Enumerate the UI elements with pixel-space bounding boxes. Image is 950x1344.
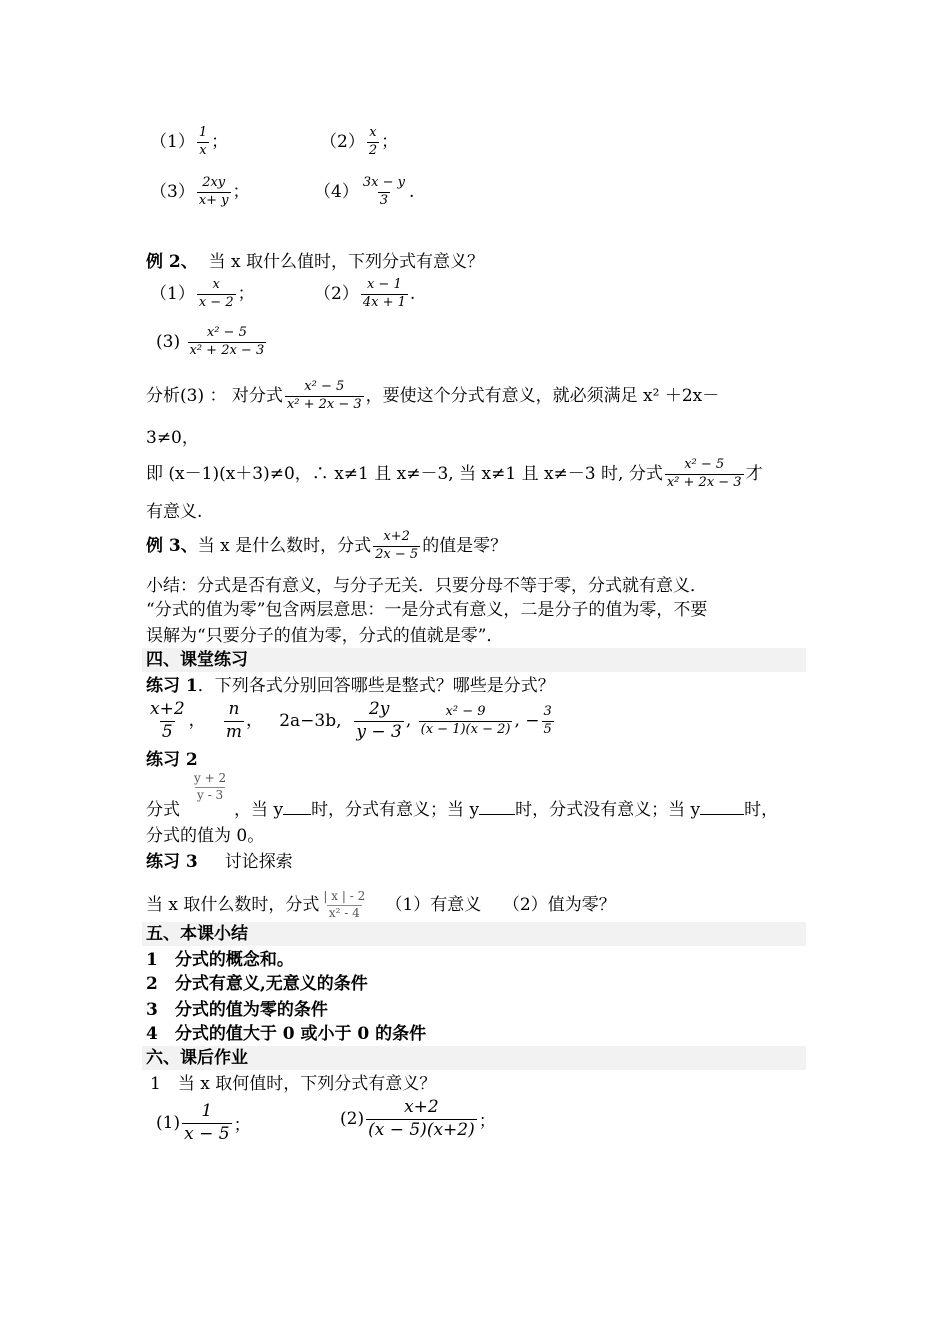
fraction: $\frac{3x - y}{3}$ bbox=[362, 175, 405, 208]
example-2-heading: 例 2、 当 x 取什么值时，下列分式有意义？ bbox=[146, 252, 484, 272]
fraction: $\frac{\text{x² − 9}}{(x - 1)(x - 2)}$ bbox=[420, 703, 511, 737]
example-2-item-3: (3) $\frac{\text{x² − 5}}{\text{x² + 2x − 3}}$ bbox=[156, 325, 265, 358]
homework-question: 1 当 x 取何值时，下列分式有意义？ bbox=[150, 1074, 437, 1094]
intro-item-1: （1） $\frac{1}{x}$ ； bbox=[150, 125, 229, 158]
answer-blank[interactable] bbox=[479, 798, 515, 815]
section-heading-6: 六、课后作业 bbox=[142, 1046, 806, 1070]
fraction: $\frac{n}{m}$ bbox=[225, 699, 242, 742]
homework-item-1: (1) $\frac{1}{x - 5}$ ； bbox=[156, 1101, 251, 1144]
analysis-line-2: 3≠0， bbox=[146, 428, 199, 448]
analysis-line-3: 即 (x－1)(x＋3)≠0，∴ x≠1 且 x≠－3, 当 x≠1 且 x≠－3 时, 分式 $\frac{\text{x² − 5}}{\text{x² + 2x − 3}}$ 才 bbox=[146, 457, 763, 490]
homework-item-2: (2) $\frac{x+2}{(x - 5)(x+2)}$ ； bbox=[340, 1097, 496, 1140]
conclusion-item: 3 分式的值为零的条件 bbox=[146, 1000, 328, 1020]
practice-1-expressions: $\frac{x+2}{5}$ ， $\frac{n}{m}$ ， 2a−3b, $\frac{2y}{y - 3}$ , $\frac{\text{x² − 9}}{(x - 1)(x - 2)}$ , − $\frac{3}{5}$ bbox=[150, 699, 552, 742]
practice-2-line-2: 分式的值为 0。 bbox=[146, 826, 265, 846]
fraction: $\frac{x+2}{(x - 5)(x+2)}$ bbox=[368, 1097, 475, 1140]
practice-3-line: 当 x 取什么数时，分式 $\frac{| x | - 2}{\text{x² - 4}}$ （1）有意义 （2）值为零？ bbox=[146, 889, 616, 920]
answer-blank[interactable] bbox=[700, 798, 744, 815]
fraction: $\frac{y + 2}{y - 3}$ bbox=[194, 771, 227, 802]
analysis-line-4: 有意义. bbox=[146, 502, 203, 522]
fraction: $\frac{x}{2}$ bbox=[368, 125, 378, 158]
fraction: $\frac{2xy}{x+ y}$ bbox=[198, 175, 229, 208]
fraction: $\frac{1}{x - 5}$ bbox=[184, 1101, 230, 1144]
fraction: $\frac{3}{5}$ bbox=[543, 703, 552, 737]
example-3: 例 3、当 x 是什么数时，分式 $\frac{x+2}{2x - 5}$ 的值是零？ bbox=[146, 529, 508, 562]
answer-blank[interactable] bbox=[283, 798, 311, 815]
summary-line-2: “分式的值为零”包含两层意思：一是分式有意义，二是分子的值为零，不要 bbox=[146, 600, 708, 620]
fraction: $\frac{x}{x - 2}$ bbox=[198, 277, 234, 310]
summary-line-3: 误解为“只要分子的值为零，分式的值就是零”． bbox=[146, 626, 504, 646]
conclusion-item: 4 分式的值大于 0 或小于 0 的条件 bbox=[146, 1024, 427, 1044]
summary-line-1: 小结：分式是否有意义，与分子无关．只要分母不等于零，分式就有意义． bbox=[146, 576, 707, 596]
practice-2-heading: 练习 2 bbox=[146, 750, 198, 770]
fraction: $\frac{\text{x² − 5}}{\text{x² + 2x − 3}}$ bbox=[189, 325, 265, 358]
intro-item-4: （4） $\frac{3x - y}{3}$ . bbox=[314, 175, 415, 208]
example-2-item-2: （2） $\frac{x - 1}{4x + 1}$ . bbox=[314, 277, 416, 310]
fraction: $\frac{| x | - 2}{\text{x² - 4}}$ bbox=[323, 889, 366, 920]
practice-1-heading: 练习 1．下列各式分别回答哪些是整式？哪些是分式？ bbox=[146, 676, 555, 696]
analysis-line-1: 分析(3) ： 对分式 $\frac{\text{x² − 5}}{\text{x² + 2x − 3}}$ ，要使这个分式有意义，就必须满足 x² ＋2x－ bbox=[146, 379, 720, 412]
conclusion-item: 2 分式有意义,无意义的条件 bbox=[146, 974, 368, 994]
practice-3-heading: 练习 3 讨论探索 bbox=[146, 852, 293, 872]
fraction: $\frac{x - 1}{4x + 1}$ bbox=[362, 277, 406, 310]
section-heading-5: 五、本课小结 bbox=[142, 922, 806, 946]
fraction: $\frac{2y}{y - 3}$ bbox=[356, 699, 402, 742]
example-2-item-1: （1） $\frac{x}{x - 2}$ ； bbox=[150, 277, 255, 310]
fraction: $\frac{\text{x² − 5}}{\text{x² + 2x − 3}}$ bbox=[666, 457, 742, 490]
fraction: $\frac{\text{x² − 5}}{\text{x² + 2x − 3}}$ bbox=[286, 379, 362, 412]
fraction: $\frac{1}{x}$ bbox=[198, 125, 208, 158]
intro-item-2: （2） $\frac{x}{2}$ ； bbox=[320, 125, 399, 158]
fraction: $\frac{x+2}{5}$ bbox=[150, 699, 185, 742]
fraction: $\frac{x+2}{2x - 5}$ bbox=[375, 529, 419, 562]
practice-2-line-1: 分式 ，当 y 时，分式有意义；当 y 时，分式没有意义；当 y 时， bbox=[146, 800, 779, 820]
section-heading-4: 四、课堂练习 bbox=[142, 648, 806, 672]
intro-item-3: （3） $\frac{2xy}{x+ y}$ ； bbox=[150, 175, 250, 208]
conclusion-item: 1 分式的概念和。 bbox=[146, 950, 294, 970]
